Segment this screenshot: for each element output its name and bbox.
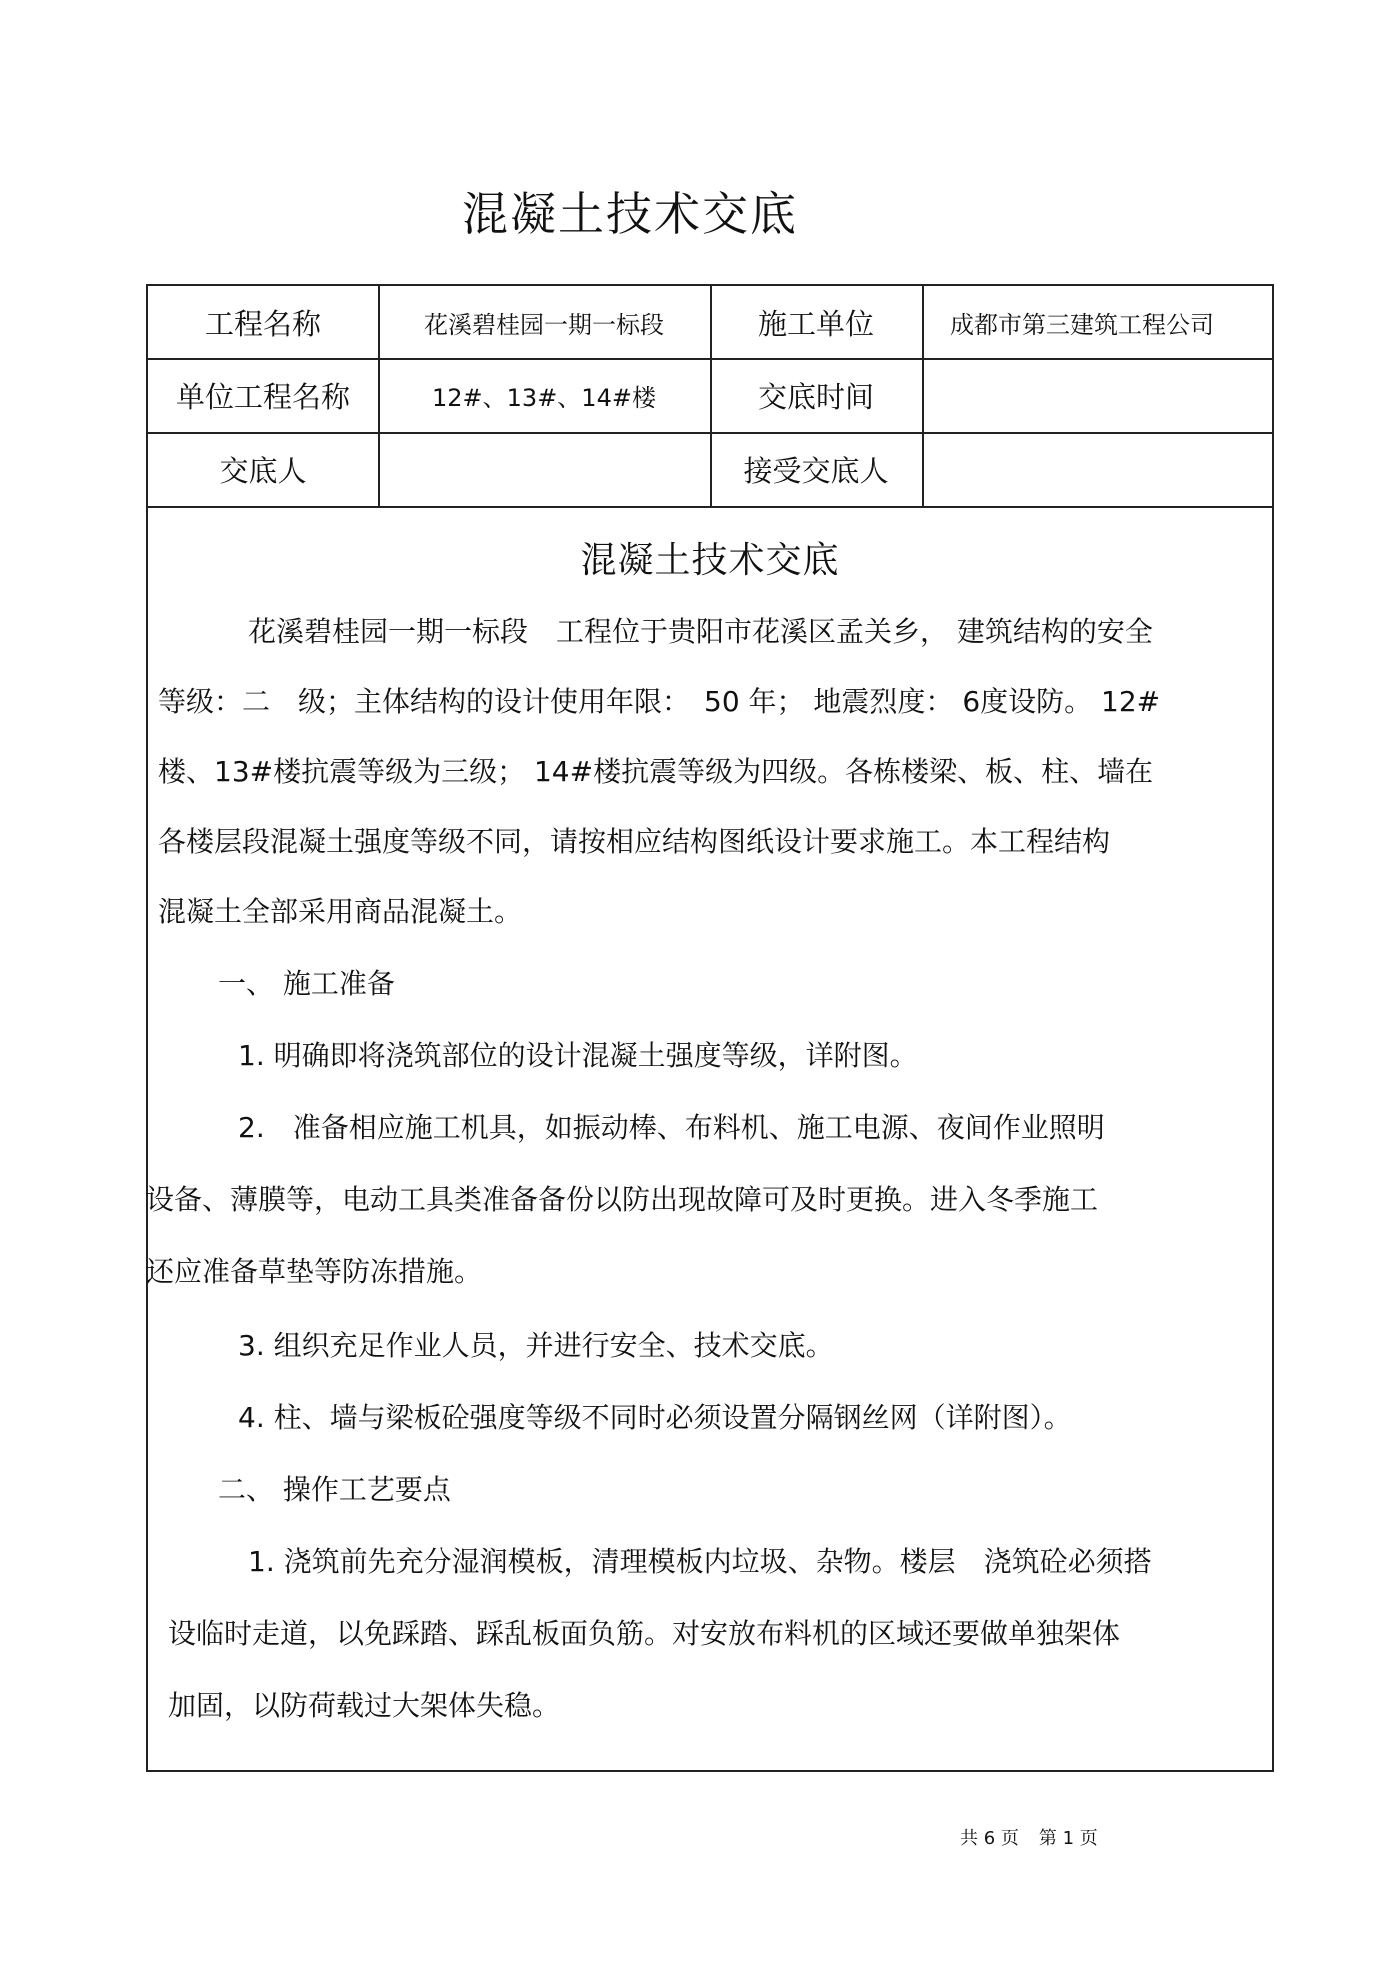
body-line: 各楼层段混凝土强度等级不同，请按相应结构图纸设计要求施工。本工程结构 <box>158 825 1111 858</box>
body-line: 2. 准备相应施工机具，如振动棒、布料机、施工电源、夜间作业照明 <box>238 1111 1105 1144</box>
briefing-time-label: 交底时间 <box>757 379 874 414</box>
project-name-label: 工程名称 <box>204 306 321 341</box>
body-line: 3. 组织充足作业人员，并进行安全、技术交底。 <box>238 1329 834 1362</box>
body-line: 设临时走道，以免踩踏、踩乱板面负筋。对安放布料机的区域还要做单独架体 <box>168 1617 1121 1650</box>
unit-project-label: 单位工程名称 <box>175 379 350 414</box>
body-line: 等级：二 级；主体结构的设计使用年限： 50 年； 地震烈度： 6度设防。 12# <box>158 685 1161 718</box>
document-title: 混凝土技术交底 <box>462 187 798 241</box>
body-line: 还应准备草垫等防冻措施。 <box>146 1255 483 1288</box>
body-line: 加固，以防荷载过大架体失稳。 <box>168 1689 561 1722</box>
body-line: 1. 明确即将浇筑部位的设计混凝土强度等级，详附图。 <box>238 1039 918 1072</box>
section-heading: 二、 操作工艺要点 <box>218 1473 451 1506</box>
current-page: 第 1 页 <box>1038 1828 1098 1849</box>
receiver-value <box>922 432 1274 506</box>
briefer-value <box>378 432 710 506</box>
project-name-value: 花溪碧桂园一期一标段 <box>424 310 664 339</box>
briefing-body <box>148 508 1272 1770</box>
body-line: 设备、薄膜等，电动工具类准备备份以防出现故障可及时更换。进入冬季施工 <box>146 1183 1099 1216</box>
body-line: 楼、13#楼抗震等级为三级； 14#楼抗震等级为四级。各栋楼梁、板、柱、墙在 <box>158 755 1154 788</box>
total-pages: 共 6 页 <box>960 1828 1019 1849</box>
contractor-label: 施工单位 <box>757 306 874 341</box>
body-title: 混凝土技术交底 <box>580 540 840 581</box>
briefing-form <box>146 284 1274 1772</box>
briefer-label: 交底人 <box>219 453 307 488</box>
briefing-time-value <box>922 358 1274 432</box>
contractor-value: 成都市第三建筑工程公司 <box>950 310 1214 339</box>
receiver-label: 接受交底人 <box>743 453 889 488</box>
body-line: 4. 柱、墙与梁板砼强度等级不同时必须设置分隔钢丝网（详附图）。 <box>238 1401 1072 1434</box>
unit-project-value: 12#、13#、14#楼 <box>432 383 656 412</box>
section-heading: 一、 施工准备 <box>218 967 395 1000</box>
body-line: 混凝土全部采用商品混凝土。 <box>158 895 523 928</box>
body-line: 花溪碧桂园一期一标段 工程位于贵阳市花溪区孟关乡， 建筑结构的安全 <box>248 615 1153 648</box>
body-line: 1. 浇筑前先充分湿润模板，清理模板内垃圾、杂物。楼层 浇筑砼必须搭 <box>248 1545 1152 1578</box>
page-footer <box>960 1824 1118 1850</box>
